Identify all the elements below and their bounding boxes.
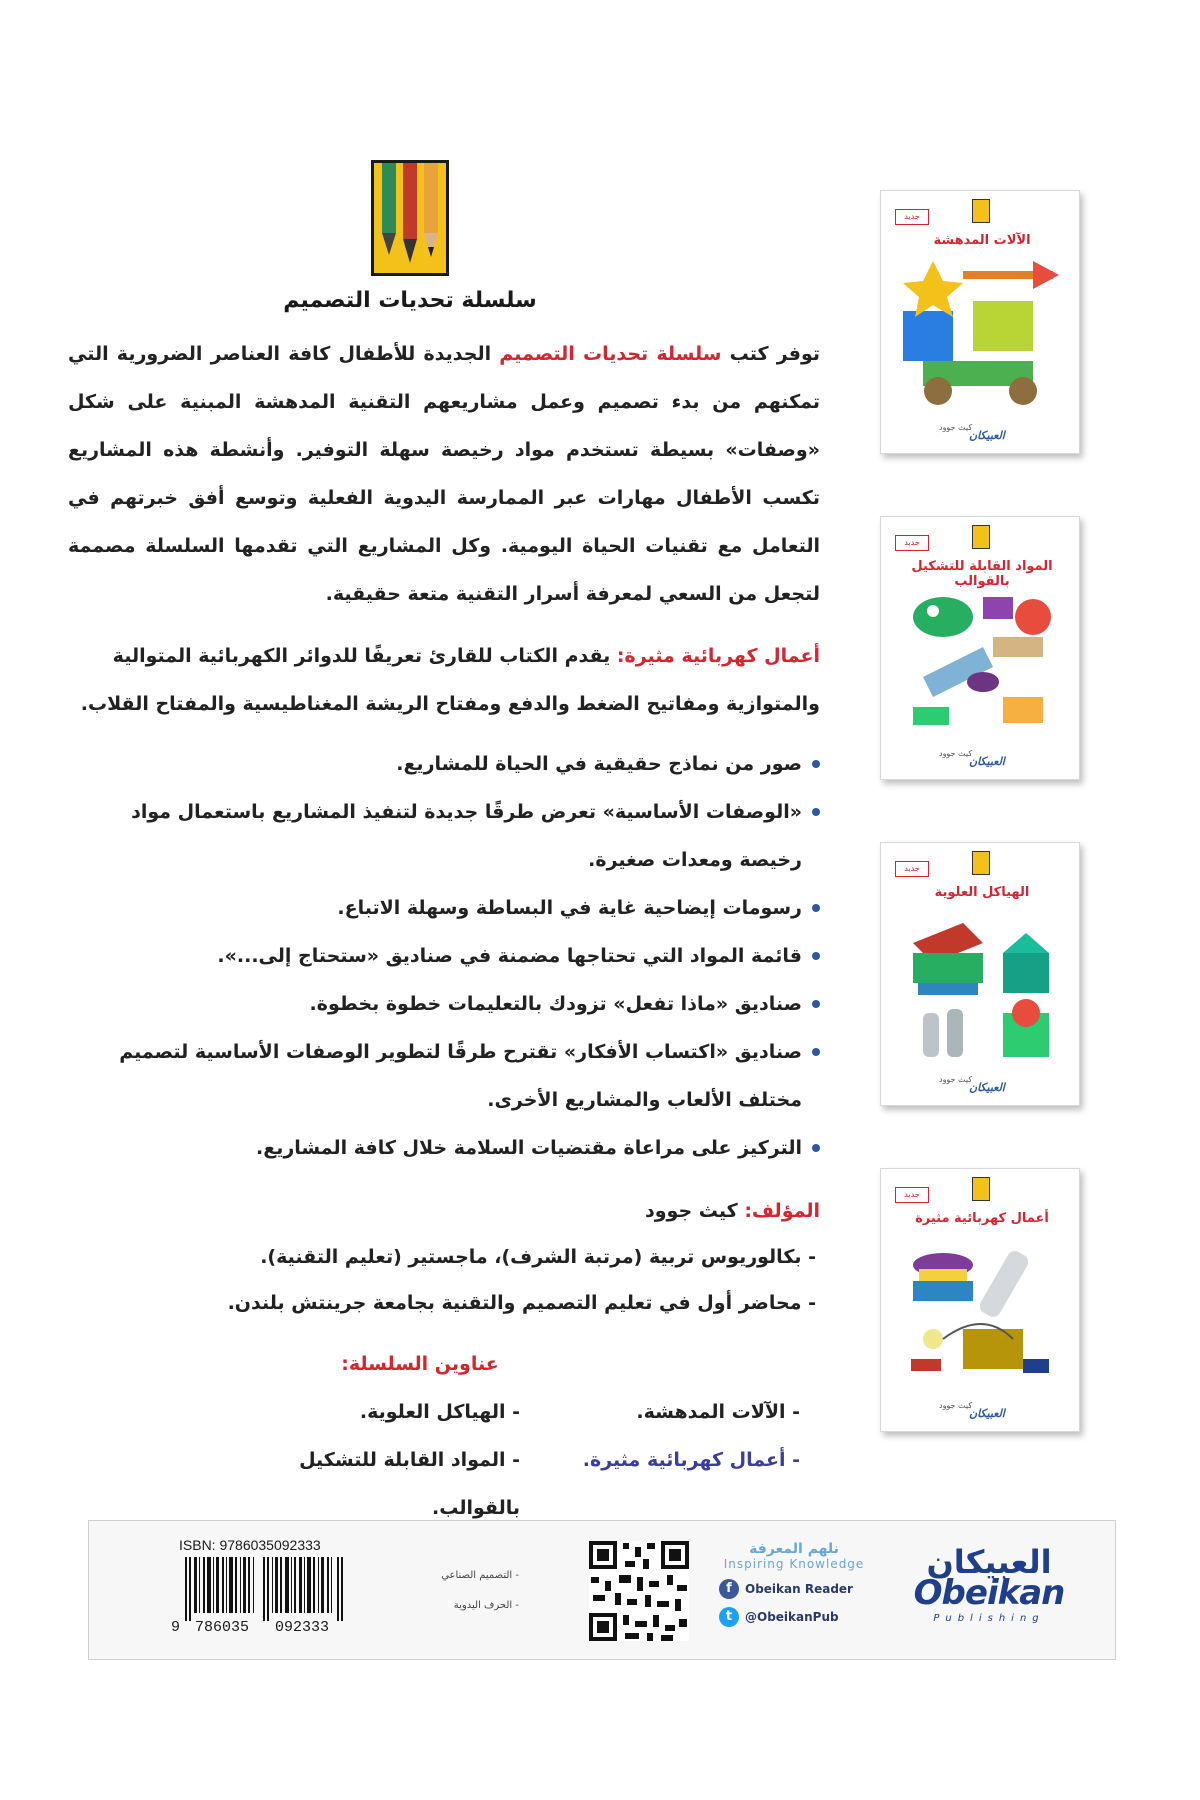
book-author: كيث جوود [939,423,973,432]
book-publisher: العبيكان [969,429,1005,442]
twitter-handle: @ObeikanPub [745,1610,839,1624]
series-mini-logo-icon [972,199,990,223]
book-title: المواد القابلة للتشكيل بالقوالب [911,559,1053,589]
series-name: سلسلة تحديات التصميم [283,288,537,313]
series-logo [280,160,540,313]
intro-prefix: توفر كتب [729,343,820,365]
features-list [68,740,820,1172]
barcode-mid-digits: 786035 [195,1619,250,1636]
social-links [719,1541,869,1627]
subject-categories [409,1561,519,1621]
author-block [68,1188,820,1326]
feature-item: «الوصفات الأساسية» تعرض طرقًا جديدة لتنفيذ المشاريع باستعمال مواد رخيصة ومعدات صغيرة. [68,788,820,884]
book-title: الهياكل العلوية [934,885,1030,900]
barcode-digits [171,1619,369,1639]
book-author: كيث جوود [939,749,973,758]
author-credential: - بكالوريوس تربية (مرتبة الشرف)، ماجستير (تعليم التقنية). [260,1246,816,1268]
feature-item: رسومات إيضاحية غاية في البساطة وسهلة الاتباع. [68,884,820,932]
series-title-item-current: - أعمال كهربائية مثيرة. [582,1449,800,1471]
feature-item: صور من نماذج حقيقية في الحياة للمشاريع. [68,740,820,788]
series-mini-logo-icon [972,1177,990,1201]
pencils-logo-icon [371,160,449,276]
series-title-item: - المواد القابلة للتشكيل بالقوالب. [299,1449,520,1519]
book-title: أعمال كهربائية مثيرة [915,1211,1049,1226]
book-cover [880,516,1080,780]
facebook-link[interactable] [719,1579,869,1599]
book-thumbnails [880,190,1080,1494]
book-cover [880,190,1080,454]
author-name: كيث جوود [645,1200,738,1222]
series-titles [68,1340,820,1532]
series-mini-logo-icon [972,851,990,875]
isbn-number: ISBN: 9786035092333 [179,1537,321,1553]
book-cover [880,1168,1080,1432]
publisher-logo [879,1543,1099,1624]
new-badge: جديد [895,209,929,225]
feature-item: قائمة المواد التي تحتاجها مضمنة في صناديق «ستحتاج إلى...». [68,932,820,980]
book-desc-body: يقدم الكتاب للقارئ تعريفًا للدوائر الكهربائية المتوالية والمتوازية ومفاتيح الضغط والدفع ومفتاح الريشة المغناطيسية والمفتاح القلاب. [80,645,820,715]
book-desc-title: أعمال كهربائية مثيرة: [616,645,820,667]
new-badge: جديد [895,861,929,877]
feature-item: صناديق «اكتساب الأفكار» تقترح طرقًا لتطوير الوصفات الأساسية لتصميم مختلف الألعاب والمشاريع الأخرى. [68,1028,820,1124]
qr-code-icon [589,1541,689,1641]
book-publisher: العبيكان [969,755,1005,768]
new-badge: جديد [895,1187,929,1203]
intro-body: الجديدة للأطفال كافة العناصر الضرورية التي تمكنهم من بدء تصميم وعمل مشاريعهم التقنية المدهشة المبنية على شكل «وصفات» بسيطة تستخدم مواد رخيصة سهلة التوفير. وأنشطة هذه المشاريع تكسب الأطفال مهارات عبر الممارسة اليدوية الفعلية وتوسع أفق خبرتهم في التعامل مع تقنيات الحياة اليومية. وكل المشاريع التي تقدمها السلسلة مصممة لتجعل من السعي لمعرفة أسرار التقنية متعة حقيقية. [68,343,820,605]
publisher-name-arabic: العبيكان [926,1543,1052,1581]
slogan-arabic: نلهم المعرفة [749,1541,839,1557]
book-description [68,632,820,728]
machines-illustration-icon [903,261,1059,411]
twitter-link[interactable] [719,1607,869,1627]
publisher-subtitle: Publishing [933,1613,1045,1624]
electrical-illustration-icon [903,1239,1059,1389]
author-label: المؤلف: [744,1200,820,1222]
series-title-item: - الآلات المدهشة. [636,1401,800,1423]
facebook-icon: f [719,1579,739,1599]
series-titles-heading: عناوين السلسلة: [341,1353,499,1375]
feature-item: التركيز على مراعاة مقتضيات السلامة خلال كافة المشاريع. [68,1124,820,1172]
intro-paragraph [68,330,820,618]
description-column [68,330,820,1532]
series-mini-logo-icon [972,525,990,549]
twitter-icon: t [719,1607,739,1627]
book-cover [880,842,1080,1106]
structures-illustration-icon [903,913,1059,1063]
barcode-icon [179,1557,359,1621]
slogan-english: Inspiring Knowledge [723,1557,865,1571]
author-line [68,1188,820,1234]
intro-series-name: سلسلة تحديات التصميم [499,343,722,365]
publisher-name-english: Obeikan [913,1573,1065,1613]
series-title-item: - الهياكل العلوية. [359,1401,520,1423]
publisher-footer [88,1520,1116,1660]
book-author: كيث جوود [939,1401,973,1410]
book-title: الآلات المدهشة [933,233,1031,248]
moulding-illustration-icon [903,587,1059,737]
barcode-last-digits: 092333 [275,1619,330,1636]
new-badge: جديد [895,535,929,551]
isbn-block [171,1537,369,1639]
book-publisher: العبيكان [969,1407,1005,1420]
category-item: - الحرف اليدوية [453,1600,519,1611]
barcode-first-digit: 9 [171,1619,181,1636]
category-item: - التصميم الصناعي [441,1570,519,1581]
series-titles-grid [240,1388,800,1532]
feature-item: صناديق «ماذا تفعل» تزودك بالتعليمات خطوة بخطوة. [68,980,820,1028]
book-publisher: العبيكان [969,1081,1005,1094]
facebook-handle: Obeikan Reader [745,1582,853,1596]
book-author: كيث جوود [939,1075,973,1084]
author-credential: - محاضر أول في تعليم التصميم والتقنية بجامعة جرينتش بلندن. [227,1292,816,1314]
